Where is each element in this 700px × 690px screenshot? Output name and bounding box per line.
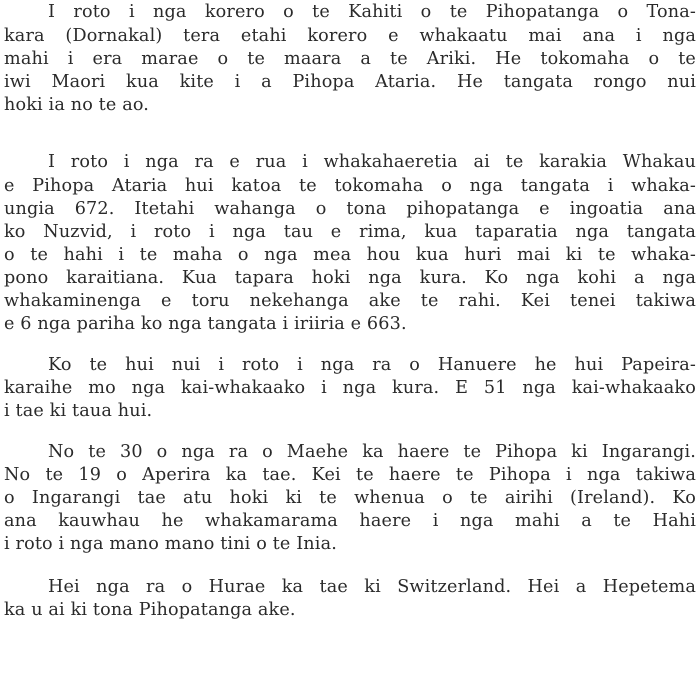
paragraph-5-line-1: Hei nga ra o Hurae ka tae ki Switzerland. Hei a Hepetema [48,577,696,597]
paragraph-2-line-6: pono karaitiana. Kua tapara hoki nga kura. Ko nga kohi a nga [4,268,696,288]
paragraph-4-line-5: i roto i nga mano mano tini o te Inia. [4,534,337,554]
paragraph-2-line-5: o te hahi i te maha o nga mea hou kua huri mai ki te whaka- [4,245,696,265]
paragraph-4-line-1: No te 30 o nga ra o Maehe ka haere te Pihopa ki Ingarangi. [48,442,696,462]
paragraph-2-line-3: ungia 672. Itetahi wahanga o tona pihopatanga e ingoatia ana [4,199,696,219]
paragraph-2-line-1: I roto i nga ra e rua i whakahaeretia ai te karakia Whakau [48,152,696,172]
paragraph-3-line-1: Ko te hui nui i roto i nga ra o Hanuere he hui Papeira- [48,355,696,375]
paragraph-3-line-3: i tae ki taua hui. [4,401,153,421]
paragraph-2-line-7: whakaminenga e toru nekehanga ake te rahi. Kei tenei takiwa [4,291,696,311]
paragraph-1-line-5: hoki ia no te ao. [4,95,150,115]
paragraph-4-line-4: ana kauwhau he whakamarama haere i nga mahi a te Hahi [4,511,696,531]
paragraph-2-line-4: ko Nuzvid, i roto i nga tau e rima, kua taparatia nga tangata [4,222,696,242]
paragraph-2-line-8: e 6 nga pariha ko nga tangata i iriiria e 663. [4,314,407,334]
paragraph-1-line-3: mahi i era marae o te maara a te Ariki. He tokomaha o te [4,49,696,69]
paragraph-1-line-4: iwi Maori kua kite i a Pihopa Ataria. He tangata rongo nui [4,72,696,92]
paragraph-1-line-1: I roto i nga korero o te Kahiti o te Pihopatanga o Tona- [48,2,696,22]
paragraph-1-line-2: kara (Dornakal) tera etahi korero e whakaatu mai ana i nga [4,26,696,46]
paragraph-4-line-2: No te 19 o Aperira ka tae. Kei te haere te Pihopa i nga takiwa [4,465,696,485]
paragraph-5-line-2: ka u ai ki tona Pihopatanga ake. [4,600,296,620]
paragraph-4-line-3: o Ingarangi tae atu hoki ki te whenua o te airihi (Ireland). Ko [4,488,696,508]
paragraph-3-line-2: karaihe mo nga kai-whakaako i nga kura. E 51 nga kai-whakaako [4,378,696,398]
paragraph-2-line-2: e Pihopa Ataria hui katoa te tokomaha o nga tangata i whaka- [4,176,696,196]
